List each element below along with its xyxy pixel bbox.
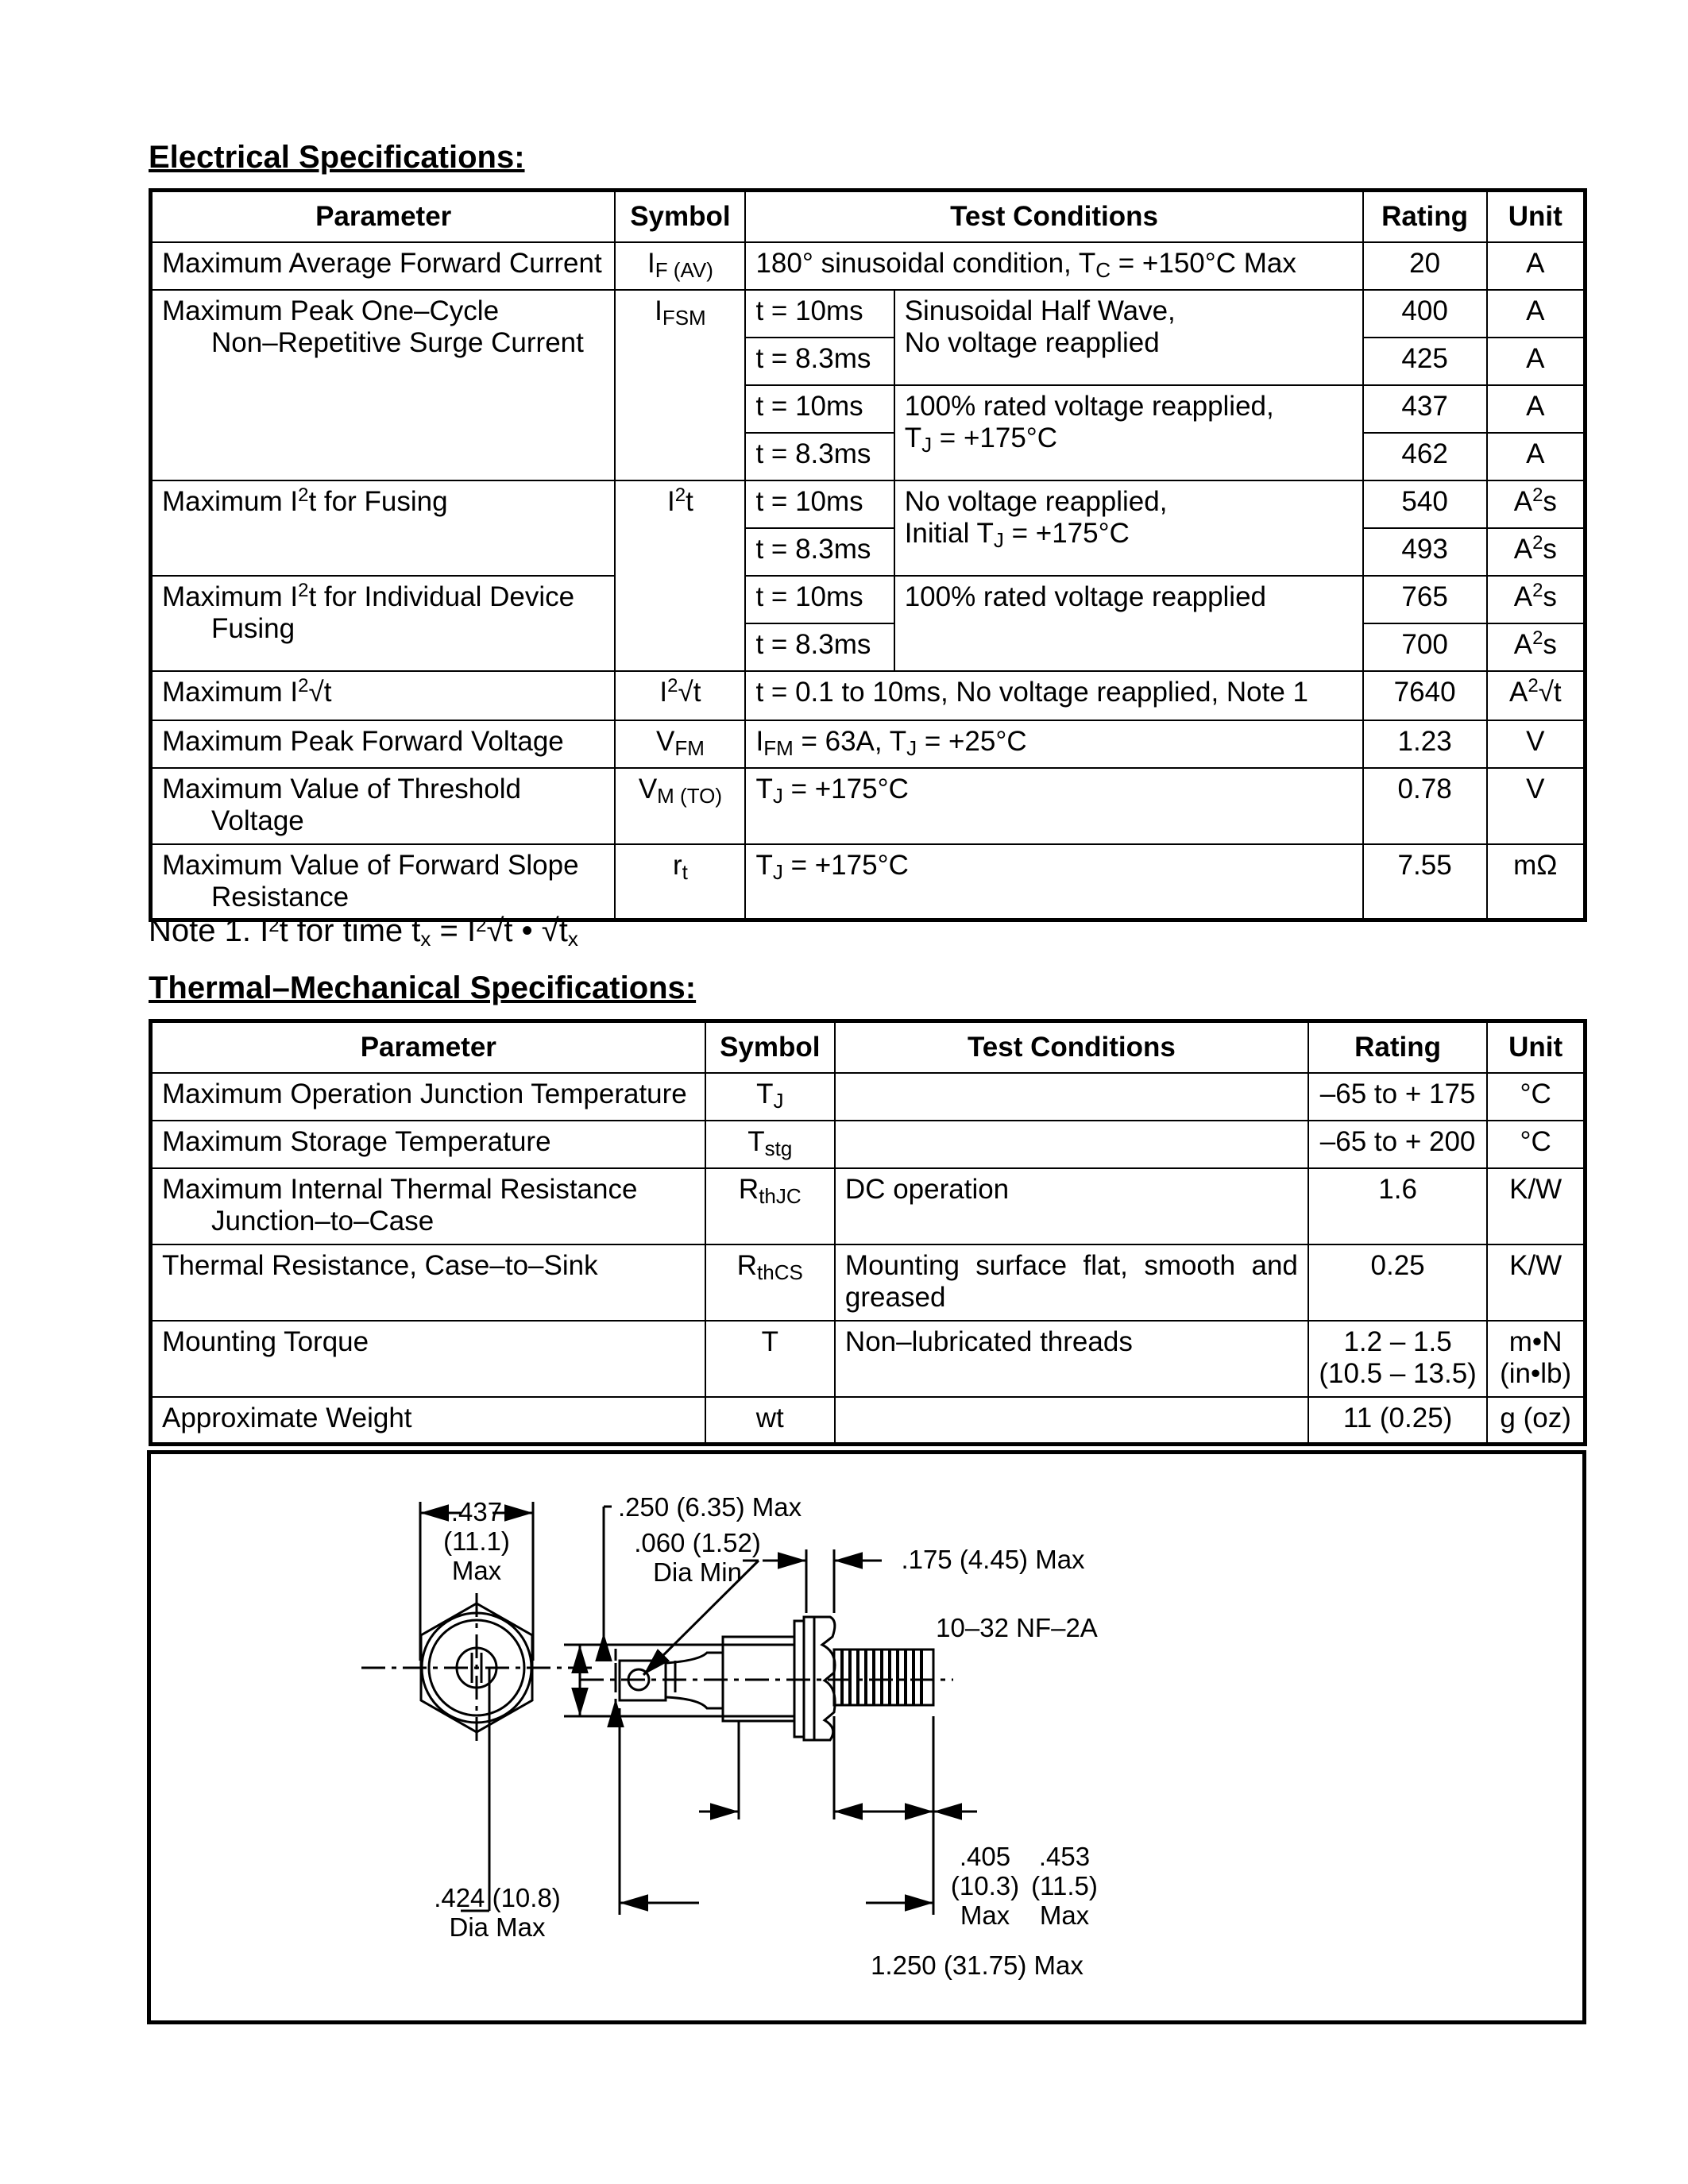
hole-dia-label: .060 (1.52) (634, 1528, 761, 1557)
condition-cell: Non–lubricated threads (835, 1321, 1308, 1397)
condition-cell: DC operation (835, 1168, 1308, 1244)
unit-cell: $A^2s$ (1487, 528, 1586, 576)
symbol-cell: $r_t$ (615, 844, 745, 920)
thread-length-max: Max (1039, 1900, 1090, 1930)
table-row (151, 1244, 1586, 1321)
rating-cell: 425 (1363, 338, 1487, 385)
symbol-cell: $R_{thCS}$ (705, 1244, 835, 1321)
symbol-cell: wt (705, 1397, 835, 1445)
rating-cell: –65 to + 175 (1308, 1073, 1487, 1121)
col-header-rating: Rating (1363, 191, 1487, 242)
hex-width-label: .437 (450, 1497, 503, 1526)
dia-max-sub: Dia Max (449, 1912, 546, 1942)
thread-spec-label: 10–32 NF–2A (936, 1613, 1098, 1642)
rating-cell: 400 (1363, 290, 1487, 338)
rating-cell: 1.2 – 1.5 (10.5 – 13.5) (1308, 1321, 1487, 1397)
symbol-cell: $T_J$ (705, 1073, 835, 1121)
thermal-specs-title: Thermal–Mechanical Specifications: (149, 970, 697, 1005)
unit-cell: K/W (1487, 1168, 1585, 1244)
hole-dia-min: Dia Min (653, 1557, 742, 1587)
body-length-max: Max (960, 1900, 1010, 1930)
table-row (151, 768, 1586, 844)
condition-cell (835, 1073, 1308, 1121)
rating-cell: 20 (1363, 242, 1487, 290)
col-header-symbol: Symbol (615, 191, 745, 242)
rating-cell: 1.6 (1308, 1168, 1487, 1244)
table-row (151, 1321, 1586, 1397)
condition-cell (835, 1121, 1308, 1168)
rating-cell: 0.25 (1308, 1244, 1487, 1321)
thread-ridges (842, 1650, 921, 1705)
col-header-unit: Unit (1487, 191, 1586, 242)
unit-cell: A (1487, 242, 1586, 290)
param-cell: Thermal Resistance, Case–to–Sink (151, 1244, 705, 1321)
condition-cell: 100% rated voltage reapplied (894, 576, 1363, 671)
col-header-test-conditions: Test Conditions (745, 191, 1362, 242)
rating-cell: 540 (1363, 480, 1487, 528)
unit-cell: °C (1487, 1121, 1585, 1168)
thread-length-label: .453 (1038, 1842, 1091, 1871)
unit-cell: V (1487, 720, 1586, 768)
electrical-specs-title: Electrical Specifications: (149, 140, 525, 175)
condition-cell: $T_J = +175^\circ C$ (745, 768, 1362, 844)
unit-cell: A (1487, 433, 1586, 480)
col-header-parameter: Parameter (151, 1021, 705, 1073)
time-cell: t = 10ms (745, 480, 894, 528)
symbol-cell: $V_{M (TO)}$ (615, 768, 745, 844)
symbol-cell: $V_{FM}$ (615, 720, 745, 768)
col-header-parameter: Parameter (151, 191, 616, 242)
param-cell: Maximum Peak Forward Voltage (151, 720, 616, 768)
rating-cell: 7.55 (1363, 844, 1487, 920)
param-cell: Mounting Torque (151, 1321, 705, 1397)
table-header-row (151, 1021, 1586, 1073)
terminal-width-label: .250 (6.35) Max (618, 1492, 802, 1522)
symbol-cell: $I_{F (AV)}$ (615, 242, 745, 290)
param-cell: Maximum Value of Forward Slope Resistance (151, 844, 616, 920)
condition-cell: Sinusoidal Half Wave, No voltage reapplied (894, 290, 1363, 385)
table-row (151, 720, 1586, 768)
hex-thickness-label: .175 (4.45) Max (901, 1545, 1085, 1574)
symbol-cell: T (705, 1321, 835, 1397)
table-row (151, 576, 1586, 623)
rating-cell: 7640 (1363, 671, 1487, 720)
dia-max-label: .424 (10.8) (434, 1883, 561, 1912)
table-row (151, 1073, 1586, 1121)
param-cell: Maximum $I^2t$ for Fusing (151, 480, 616, 576)
rating-cell: 1.23 (1363, 720, 1487, 768)
electrical-specs-table (149, 188, 1587, 922)
rating-cell: 11 (0.25) (1308, 1397, 1487, 1445)
time-cell: t = 8.3ms (745, 623, 894, 671)
condition-cell: 100% rated voltage reapplied, $T_J = +175^\circ C$ (894, 385, 1363, 480)
time-cell: t = 8.3ms (745, 528, 894, 576)
unit-cell: A (1487, 290, 1586, 338)
col-header-test-conditions: Test Conditions (835, 1021, 1308, 1073)
condition-cell: 180° sinusoidal condition, $T_C = +150^\circ C$ Max (745, 242, 1362, 290)
rating-cell: –65 to + 200 (1308, 1121, 1487, 1168)
table-row (151, 290, 1586, 338)
package-outline-svg (151, 1454, 1590, 2028)
symbol-cell: $I^2t$ (615, 480, 745, 671)
thread-length-mm: (11.5) (1031, 1871, 1098, 1900)
unit-cell: $A^2s$ (1487, 576, 1586, 623)
col-header-unit: Unit (1487, 1021, 1585, 1073)
unit-cell: mΩ (1487, 844, 1586, 920)
table-row (151, 480, 1586, 528)
condition-cell: $I_{FM} = 63A$, $T_J = +25^\circ C$ (745, 720, 1362, 768)
unit-cell: °C (1487, 1073, 1585, 1121)
table-row (151, 671, 1586, 720)
symbol-cell: $I_{FSM}$ (615, 290, 745, 480)
table-row (151, 242, 1586, 290)
body-length-label: .405 (959, 1842, 1011, 1871)
body-length-mm: (10.3) (950, 1871, 1020, 1900)
col-header-rating: Rating (1308, 1021, 1487, 1073)
table-header-row (151, 191, 1586, 242)
condition-cell: $T_J = +175^\circ C$ (745, 844, 1362, 920)
param-cell: Approximate Weight (151, 1397, 705, 1445)
symbol-cell: $R_{thJC}$ (705, 1168, 835, 1244)
time-cell: t = 10ms (745, 576, 894, 623)
hex-width-max: Max (451, 1556, 502, 1585)
rating-cell: 0.78 (1363, 768, 1487, 844)
time-cell: t = 10ms (745, 385, 894, 433)
param-cell: Maximum Operation Junction Temperature (151, 1073, 705, 1121)
col-header-symbol: Symbol (705, 1021, 835, 1073)
condition-cell: No voltage reapplied, Initial $T_J = +175^\circ C$ (894, 480, 1363, 576)
condition-cell: Mounting surface flat, smooth and greased (835, 1244, 1308, 1321)
unit-cell: K/W (1487, 1244, 1585, 1321)
thermal-specs-table (149, 1019, 1587, 1446)
note-1: Note 1. $I^2t$ for time $t_x = I^2√t$ • $√t_x$ (149, 913, 578, 951)
condition-cell: t = 0.1 to 10ms, No voltage reapplied, Note 1 (745, 671, 1362, 720)
unit-cell: m•N (in•lb) (1487, 1321, 1585, 1397)
unit-cell: V (1487, 768, 1586, 844)
overall-length-label: 1.250 (31.75) Max (871, 1951, 1083, 1980)
param-cell: Maximum Storage Temperature (151, 1121, 705, 1168)
time-cell: t = 8.3ms (745, 433, 894, 480)
rating-cell: 493 (1363, 528, 1487, 576)
time-cell: t = 8.3ms (745, 338, 894, 385)
param-cell: Maximum Average Forward Current (151, 242, 616, 290)
table-row (151, 1121, 1586, 1168)
param-cell: Maximum Peak One–Cycle Non–Repetitive Surge Current (151, 290, 616, 480)
unit-cell: $A^2s$ (1487, 480, 1586, 528)
unit-cell: $A^2s$ (1487, 623, 1586, 671)
param-cell: Maximum Value of Threshold Voltage (151, 768, 616, 844)
unit-cell: A (1487, 338, 1586, 385)
param-cell: Maximum $I^2t$ for Individual Device Fusing (151, 576, 616, 671)
param-cell: Maximum Internal Thermal Resistance Junction–to–Case (151, 1168, 705, 1244)
rating-cell: 700 (1363, 623, 1487, 671)
rating-cell: 765 (1363, 576, 1487, 623)
unit-cell: g (oz) (1487, 1397, 1585, 1445)
unit-cell: A (1487, 385, 1586, 433)
hex-width-mm: (11.1) (443, 1526, 510, 1556)
rating-cell: 437 (1363, 385, 1487, 433)
rating-cell: 462 (1363, 433, 1487, 480)
time-cell: t = 10ms (745, 290, 894, 338)
outline-drawing (147, 1450, 1586, 2024)
symbol-cell: $I^2√t$ (615, 671, 745, 720)
table-row (151, 1397, 1586, 1445)
condition-cell (835, 1397, 1308, 1445)
symbol-cell: $T_{stg}$ (705, 1121, 835, 1168)
table-row (151, 1168, 1586, 1244)
param-cell: Maximum $I^2√t$ (151, 671, 616, 720)
unit-cell: $A^2√t$ (1487, 671, 1586, 720)
table-row (151, 844, 1586, 920)
